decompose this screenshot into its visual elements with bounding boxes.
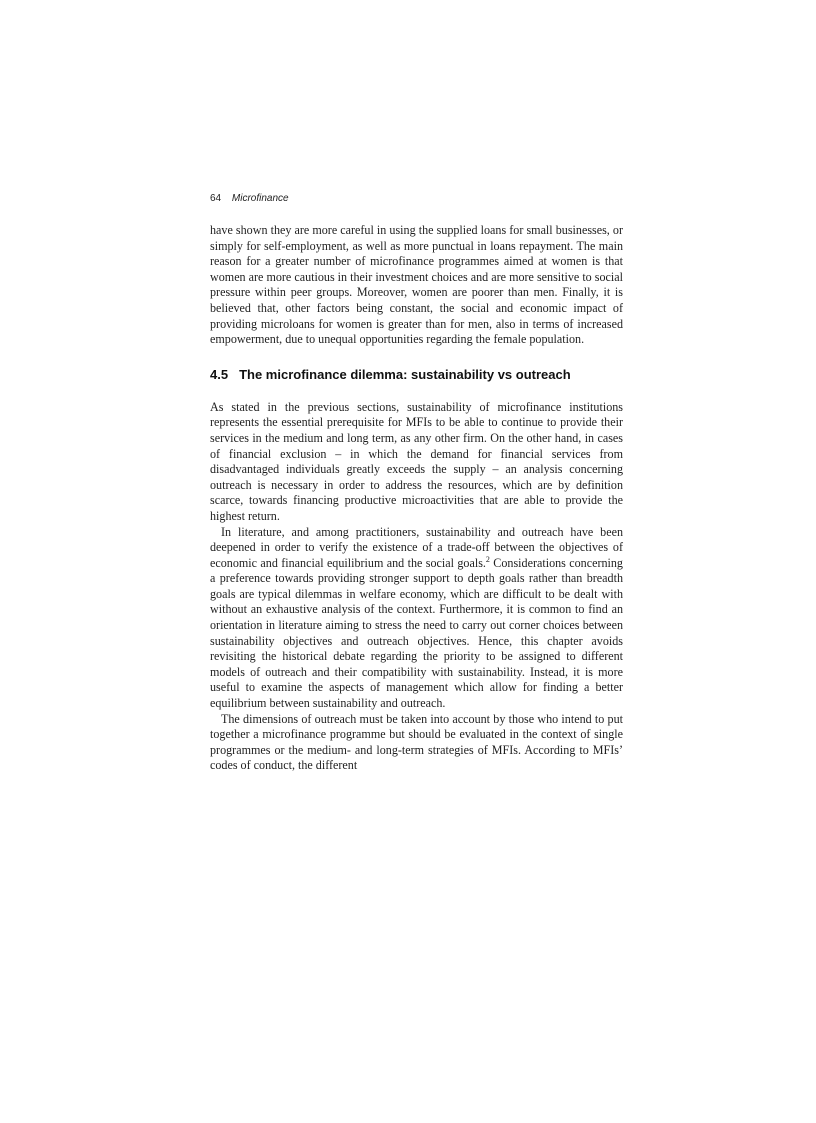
paragraph-2-text-a: In literature, and among practitioners, sustainability and outreach have been deepened in order to verify the existence of a trade-off between the objectives of economic and financial equilibrium and the social goals. <box>210 524 623 570</box>
section-number: 4.5 <box>210 366 229 382</box>
body-text <box>210 223 623 774</box>
book-page <box>210 192 623 774</box>
running-head <box>210 192 623 206</box>
running-head-title: Microfinance <box>231 193 289 204</box>
page-number: 64 <box>210 193 222 204</box>
paragraph-2 <box>210 525 623 712</box>
footnote-marker[interactable]: 2 <box>485 554 490 564</box>
paragraph-3: The dimensions of outreach must be taken into account by those who intend to put together a microfinance programme but should be evaluated in the context of single programmes or the medium- and long-term strategies of MFIs. According to MFIs’ codes of conduct, the different <box>210 711 623 773</box>
section-heading <box>210 367 623 382</box>
paragraph-2-text-b: Considerations concerning a preference towards providing stronger support to depth goals rather than breadth goals are typical dilemmas in welfare economy, which are difficult to be dealt with without an exhaustive analysis of the context. Furthermore, it is common to find an orientation in literature aiming to stress the need to carry out corner choices between sustainability objectives and outreach objectives. Hence, this chapter avoids revisiting the historical debate regarding the priority to be assigned to different models of outreach and their compatibility with sustainability. Instead, it is more useful to examine the aspects of management which allow for finding a better equilibrium between sustainability and outreach. <box>210 555 623 711</box>
section-title: The microfinance dilemma: sustainability vs outreach <box>239 366 571 382</box>
continued-paragraph: have shown they are more careful in using the supplied loans for small businesses, or simply for self-employment, as well as more punctual in loans repayment. The main reason for a greater number of microfinance programmes aimed at women is that women are more cautious in their investment choices and are more sensitive to social pressure within peer groups. Moreover, women are poorer than men. Finally, it is believed that, other factors being constant, the social and economic impact of providing microloans for women is greater than for men, also in terms of increased empowerment, due to unequal opportunities regarding the female population. <box>210 223 623 347</box>
paragraph-1: As stated in the previous sections, sustainability of microfinance institutions represents the essential prerequisite for MFIs to be able to continue to provide their services in the medium and long term, as any other firm. On the other hand, in cases of financial exclusion – in which the demand for financial services from disadvantaged individuals greatly exceeds the supply – an analysis concerning outreach is necessary in order to address the resources, which are by definition scarce, towards financing productive microactivities that are able to provide the highest return. <box>210 399 623 523</box>
